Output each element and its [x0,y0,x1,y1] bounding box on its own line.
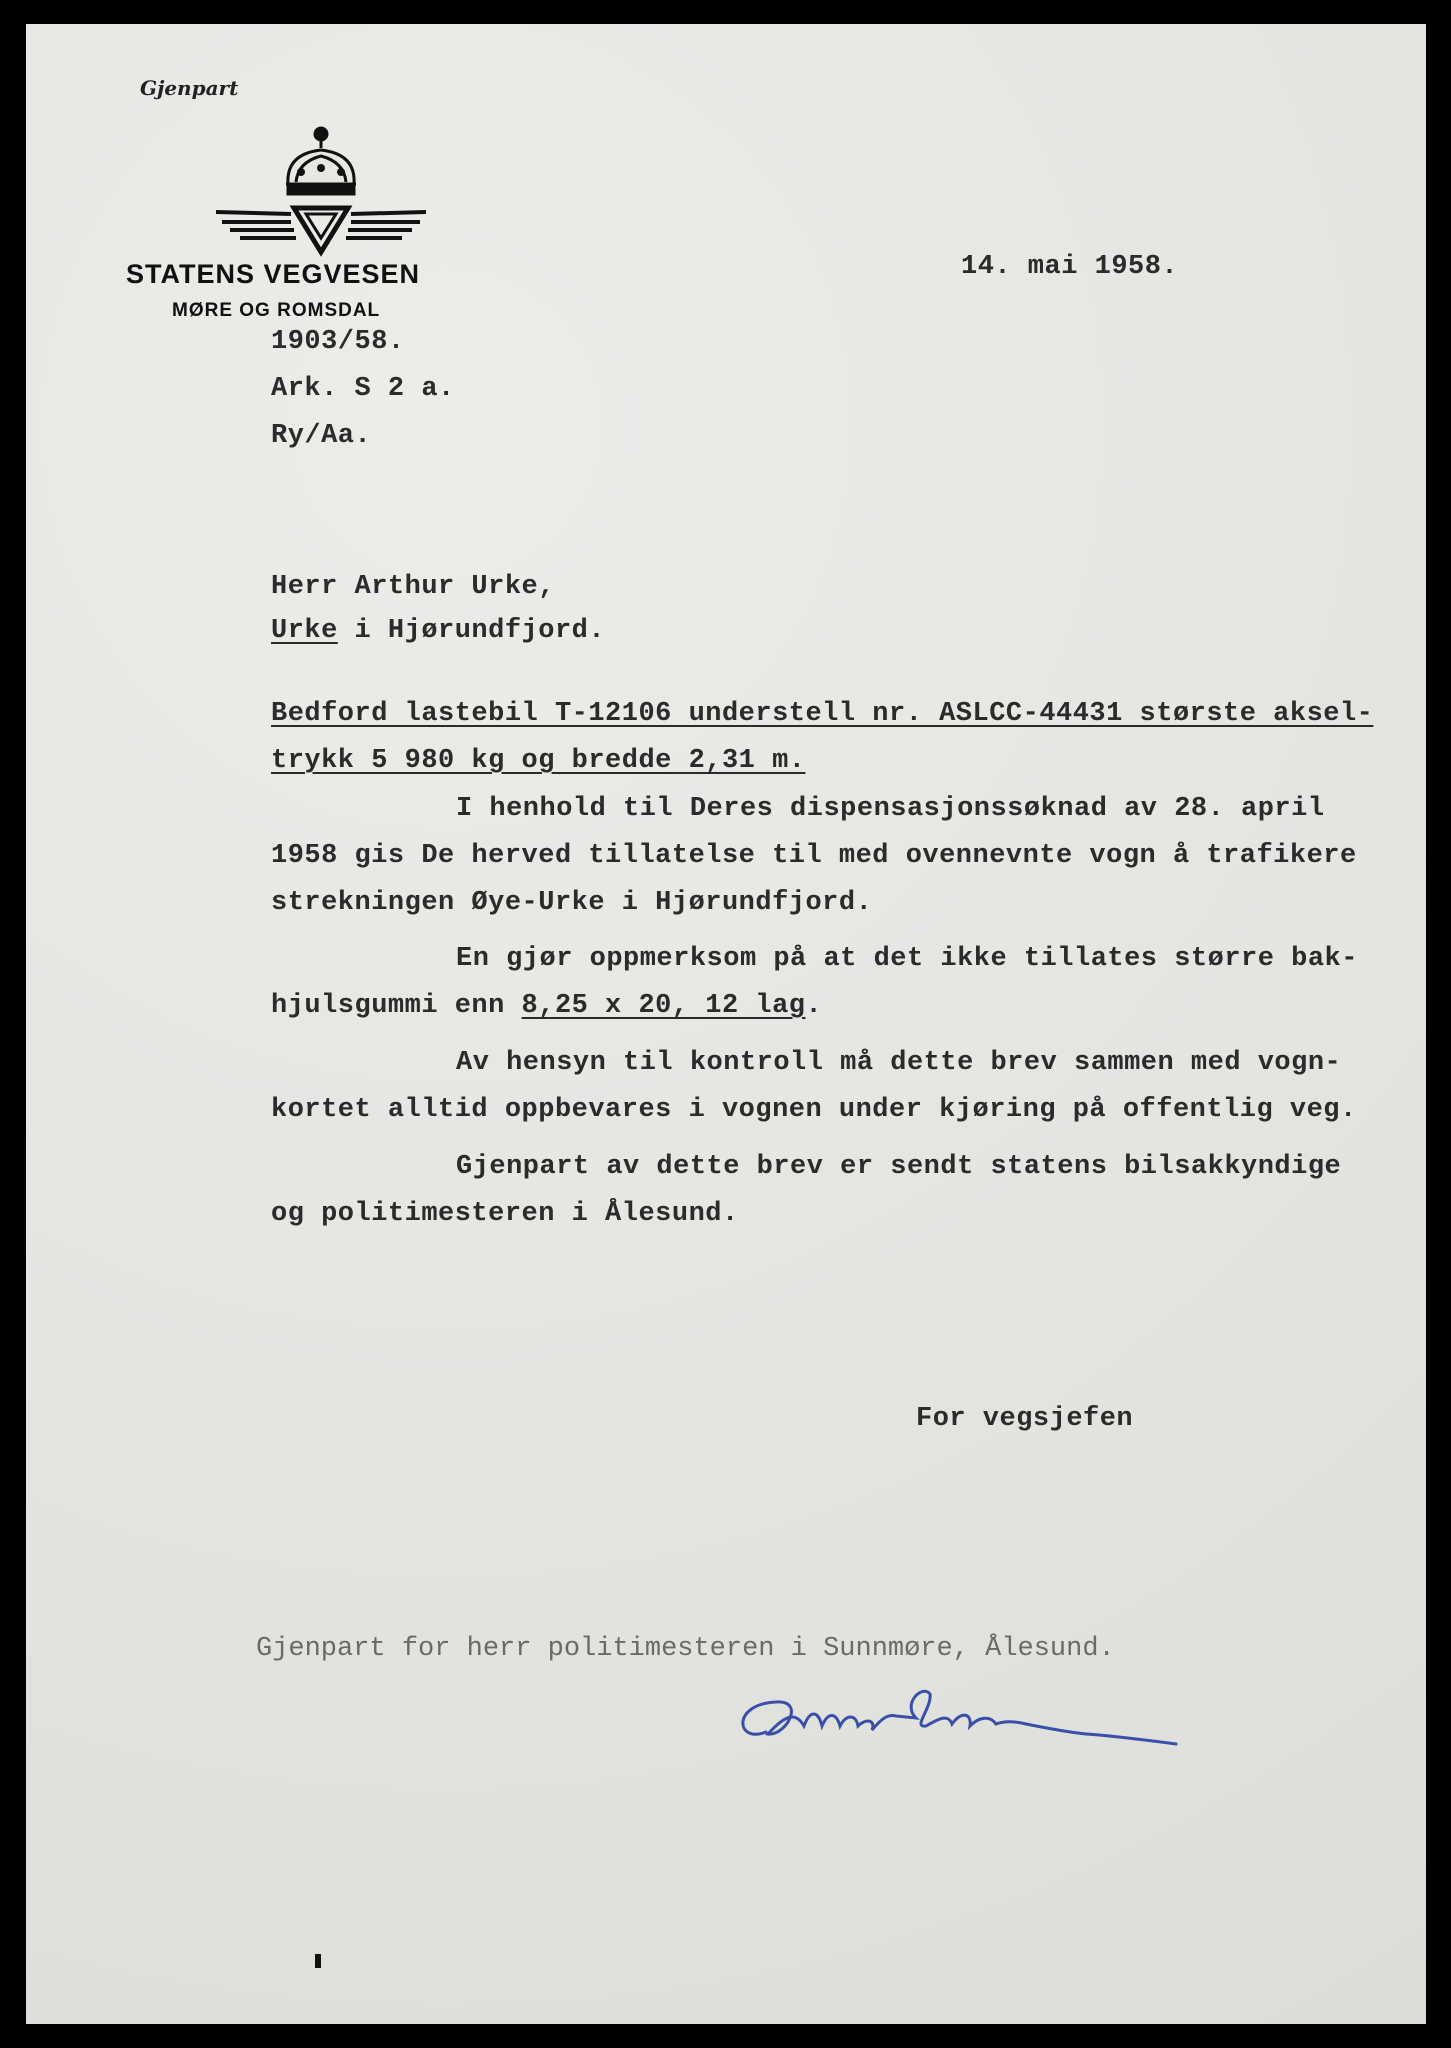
signature [726,1674,1206,1764]
recipient-address [271,616,605,646]
paragraph-4-line-2: og politimesteren i Ålesund. [271,1199,739,1229]
paragraph-2-line-1: En gjør oppmerksom på at det ikke tillates større bak- [456,944,1358,974]
paragraph-2-text: hjulsgummi enn [271,991,522,1021]
closing: For vegsjefen [916,1404,1134,1434]
paragraph-3-line-2: kortet alltid oppbevares i vognen under kjøring på offentlig veg. [271,1095,1357,1125]
initials: Ry/Aa. [271,421,372,451]
paragraph-1-line-2: 1958 gis De herved tillatelse til med ovennevnte vogn å trafikere [271,841,1357,871]
ink-mark [315,1954,321,1968]
paragraph-2-period: . [805,991,823,1021]
statens-vegvesen-logo-icon [216,124,426,269]
recipient-name: Herr Arthur Urke, [271,572,555,602]
recipient-place: Urke [271,616,338,646]
tire-spec: 8,25 x 20, 12 lag [521,991,806,1021]
copy-label: Gjenpart [140,76,239,100]
org-region: MØRE OG ROMSDAL [172,300,381,321]
subject-line-1: Bedford lastebil T-12106 understell nr. ASLCC-44431 største aksel- [271,699,1374,729]
paragraph-1-line-3: strekningen Øye-Urke i Hjørundfjord. [271,888,873,918]
archive-code: Ark. S 2 a. [271,374,455,404]
paragraph-4-line-1: Gjenpart av dette brev er sendt statens bilsakkyndige [456,1152,1342,1182]
paragraph-1-line-1: I henhold til Deres dispensasjonssøknad av 28. april [456,794,1325,824]
letter-page [26,24,1426,2024]
org-name: STATENS VEGVESEN [126,259,421,289]
letter-date: 14. mai 1958. [961,252,1179,282]
reference-number: 1903/58. [271,327,405,357]
copy-note: Gjenpart for herr politimesteren i Sunnmøre, Ålesund. [256,1634,1115,1664]
paragraph-2-line-2 [271,991,822,1021]
paragraph-3-line-1: Av hensyn til kontroll må dette brev sammen med vogn- [456,1048,1342,1078]
subject-line-2: trykk 5 980 kg og bredde 2,31 m. [271,746,806,776]
recipient-place-rest: i Hjørundfjord. [337,616,606,646]
